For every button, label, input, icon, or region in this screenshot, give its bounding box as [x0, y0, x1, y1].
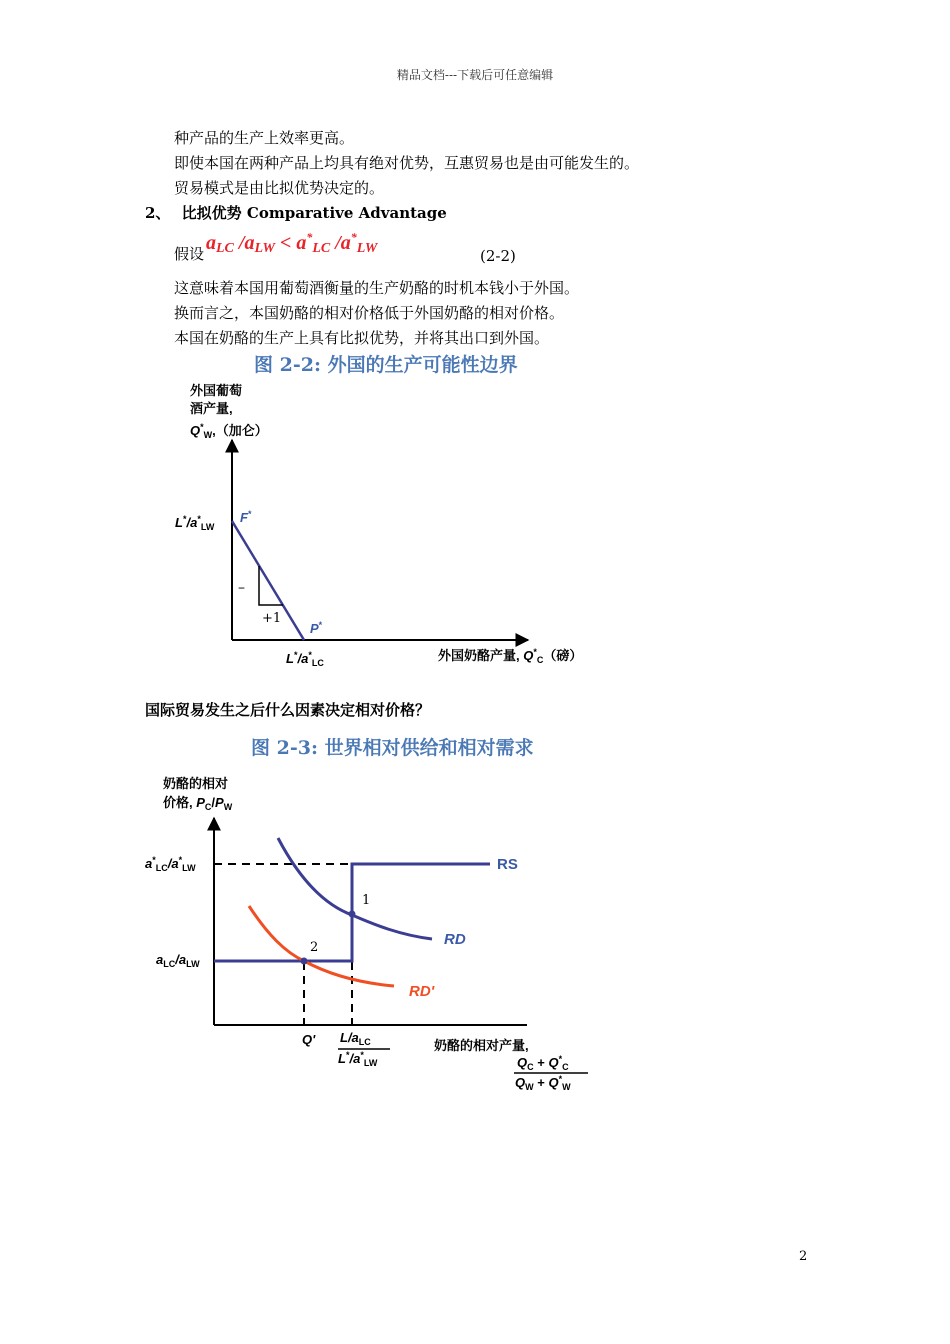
fig23-point-1-marker [349, 911, 356, 918]
fig22-point-f: F* [240, 509, 252, 525]
intro-line-3: 贸易模式是由比拟优势决定的。 [174, 179, 385, 197]
fig22-point-p: P* [310, 620, 323, 636]
comparative-advantage-formula: $a_{LC}$ $/a_{LW} < a^*_{LC}$ $/a^*_{LW}$ [206, 230, 378, 256]
fig23-rs-label: RS [497, 856, 518, 873]
fig23-point-1-label: 1 [362, 893, 371, 908]
fig22-slope-rise: – [238, 580, 245, 596]
fig23-kink-numerator: $L/a_{LC}$ [340, 1030, 371, 1047]
equation-number: (2-2) [480, 247, 516, 265]
fig23-x-axis-label: 奶酪的相对产量, [434, 1038, 529, 1053]
fig22-title: 图 2-2: 外国的生产可能性边界 [254, 354, 518, 376]
fig22-slope-run: +1 [262, 611, 282, 626]
fig23-rd-curve [278, 838, 432, 939]
page-number: 2 [799, 1249, 808, 1264]
fig23-kink-denominator: $L^*/a^*_{LW}$ [338, 1050, 378, 1068]
fig23-point-2-marker [301, 958, 308, 965]
section-number: 2、 [145, 204, 171, 222]
fig23-upper-price-label: $a^*_{LC}/a^*_{LW}$ [145, 855, 196, 873]
meaning-line-2: 换而言之，本国奶酪的相对价格低于外国奶酪的相对价格。 [174, 304, 565, 322]
section-title: 比拟优势 Comparative Advantage [181, 204, 447, 222]
meaning-line-1: 这意味着本国用葡萄酒衡量的生产奶酪的时机本钱小于外国。 [174, 279, 580, 297]
fig22-y-intercept: $L^*/a^*_{LW}$ [175, 514, 215, 532]
fig23-point-2-label: 2 [310, 940, 319, 955]
fig23-rd-label: RD [444, 931, 466, 948]
page-header: 精品文档---下载后可任意编辑 [396, 68, 554, 82]
fig22-x-axis-label: 外国奶酪产量, $Q^*_C$（磅） [438, 647, 583, 665]
assumption-prefix: 假设 [174, 245, 205, 263]
fig23-y-axis-label: 奶酪的相对 价格, $P_C/P_W$ [163, 776, 233, 812]
fig23-title: 图 2-3: 世界相对供给和相对需求 [251, 737, 534, 759]
intro-line-1: 种产品的生产上效率更高。 [174, 129, 355, 147]
fig23-rd-prime-label: RD' [409, 983, 435, 1000]
intro-line-2: 即使本国在两种产品上均具有绝对优势，互惠贸易也是由可能发生的。 [174, 154, 640, 172]
fig23-x-denominator: $Q_W + Q^*_W$ [515, 1074, 571, 1092]
fig23-q-prime-label: Q' [302, 1032, 316, 1047]
question-line: 国际贸易发生之后什么因素决定相对价格？ [145, 701, 431, 719]
fig22-y-axis-label: 外国葡萄 酒产量, $Q^*_W$,（加仑） [190, 383, 268, 440]
fig22-x-intercept: $L^*/a^*_{LC}$ [286, 650, 324, 668]
fig23-lower-price-label: $a_{LC}/a_{LW}$ [156, 952, 200, 969]
fig23-x-numerator: $Q_C + Q^*_C$ [517, 1054, 569, 1072]
meaning-line-3: 本国在奶酪的生产上具有比拟优势，并将其出口到外国。 [174, 329, 550, 347]
fig23-rd-prime-curve [249, 906, 394, 986]
